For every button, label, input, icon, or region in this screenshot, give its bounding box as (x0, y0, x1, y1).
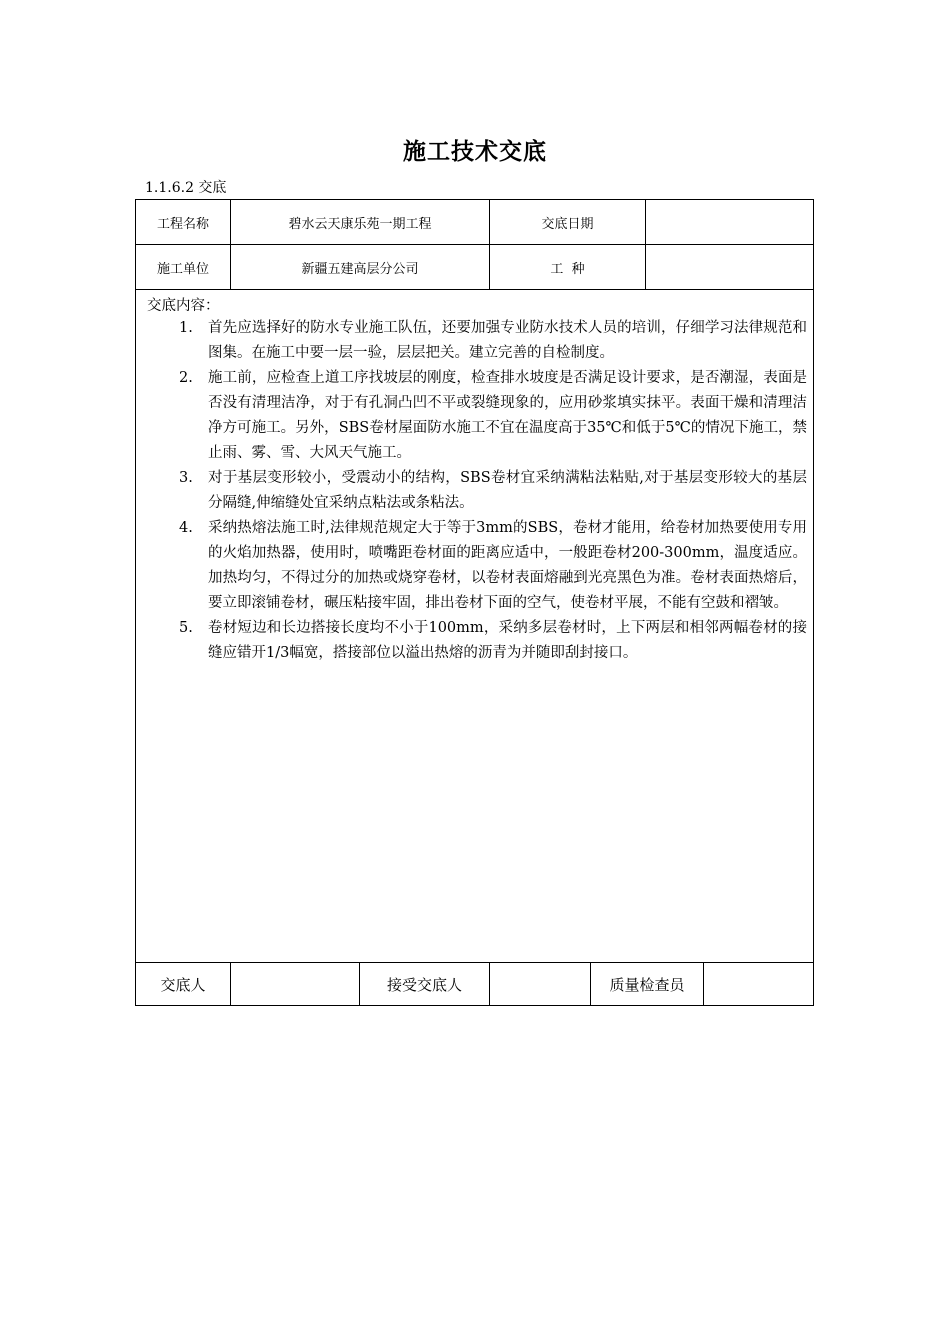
quality-inspector-label: 质量检查员 (609, 975, 685, 994)
discloser-label: 交底人 (160, 975, 206, 994)
item-number: 2. (179, 370, 193, 386)
construction-unit-value: 新疆五建高层分公司 (301, 261, 419, 277)
item-text: 采纳热熔法施工时,法律规范规定大于等于3mm的SBS，卷材才能用，给卷材加热要使用专用的火焰加热器，使用时，喷嘴距卷材面的距离应适中，一般距卷材200-300mm，温度适应。加热均匀，不得过分的加热或烧穿卷材，以卷材表面熔融到光亮黑色为准。卷材表面热熔后，要立即滚铺卷材，碾压粘接牢固，排出卷材下面的空气，使卷材平展，不能有空鼓和褶皱。 (208, 520, 807, 611)
item-text: 对于基层变形较小，受震动小的结构，SBS卷材宜采纳满粘法粘贴,对于基层变形较大的基层分隔缝,伸缩缝处宜采纳点粘法或条粘法。 (208, 470, 807, 511)
list-item (171, 316, 807, 366)
recipient-label: 接受交底人 (386, 975, 462, 994)
construction-unit-label: 施工单位 (156, 261, 209, 277)
list-item (171, 516, 807, 616)
row-divider (136, 289, 813, 290)
item-text: 施工前，应检查上道工序找坡层的刚度，检查排水坡度是否满足设计要求，是否潮湿，表面是否没有清理洁净，对于有孔洞凸凹不平或裂缝现象的，应用砂浆填实抹平。表面干燥和清理洁净方可施工。另外，SBS卷材屋面防水施工不宜在温度高于35℃和低于5℃的情况下施工，禁止雨、雾、雪、大风天气施工。 (208, 370, 807, 461)
discloser-value (231, 963, 359, 1005)
disclosure-date-value (646, 200, 813, 244)
disclosure-date-label: 交底日期 (541, 216, 594, 232)
section-label: 1.1.6.2 交底 (145, 180, 227, 196)
disclosure-table (135, 199, 814, 1006)
document-title: 施工技术交底 (403, 138, 547, 165)
item-text: 卷材短边和长边搭接长度均不小于100mm，采纳多层卷材时，上下两层和相邻两幅卷材的接缝应错开1/3幅宽，搭接部位以溢出热熔的沥青为并随即刮封接口。 (208, 620, 807, 661)
trade-value (646, 245, 813, 289)
trade-label: 工 种 (550, 261, 585, 277)
list-item (171, 616, 807, 666)
quality-inspector-value (704, 963, 813, 1005)
item-number: 3. (179, 470, 193, 486)
content-label: 交底内容： (147, 298, 220, 314)
item-number: 1. (179, 320, 193, 336)
item-number: 4. (179, 520, 193, 536)
project-name-value: 碧水云天康乐苑一期工程 (288, 216, 432, 232)
recipient-value (490, 963, 590, 1005)
project-name-label: 工程名称 (156, 216, 209, 232)
item-number: 5. (179, 620, 193, 636)
list-item (171, 366, 807, 466)
disclosure-items-list (171, 316, 807, 666)
item-text: 首先应选择好的防水专业施工队伍，还要加强专业防水技术人员的培训，仔细学习法律规范和图集。在施工中要一层一验，层层把关。建立完善的自检制度。 (208, 320, 807, 361)
list-item (171, 466, 807, 516)
